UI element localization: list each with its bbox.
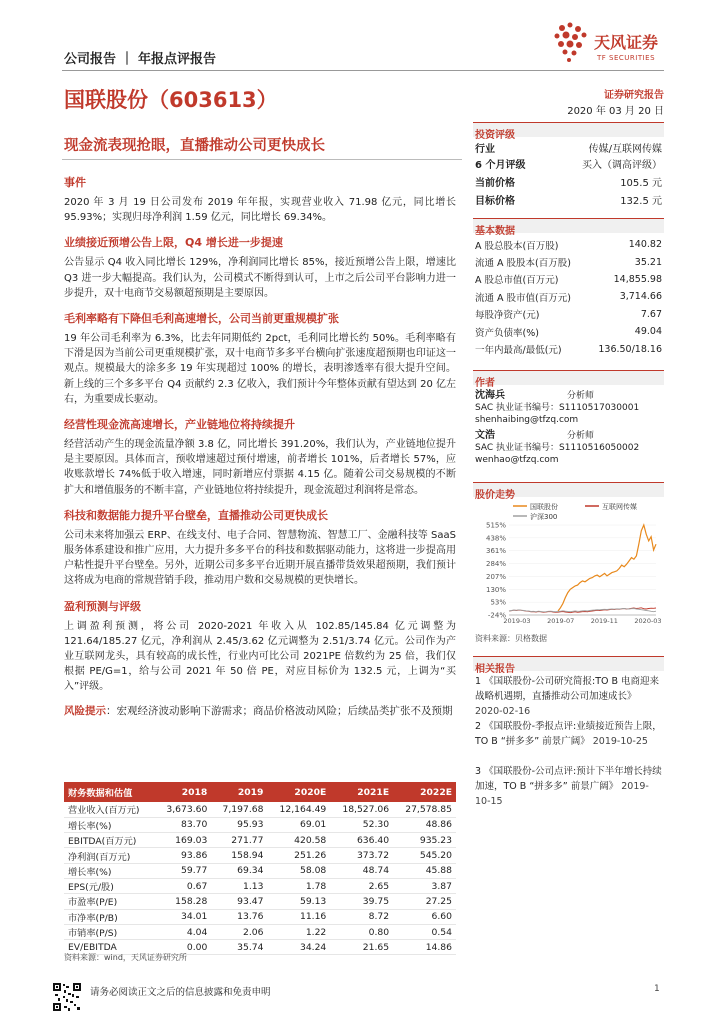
related-report-2[interactable] xyxy=(475,719,664,749)
table-cell: 14.86 xyxy=(393,940,456,955)
logo-text: 天风证券 xyxy=(594,33,659,52)
basic-data-value: 7.67 xyxy=(640,308,662,320)
table-header: 2018 xyxy=(155,782,211,802)
y-tick-label: 207% xyxy=(485,572,506,581)
report-body xyxy=(64,174,456,719)
author-cert: SAC 执业证书编号：S1110517030001 xyxy=(475,403,640,413)
table-cell: 27.25 xyxy=(393,894,456,909)
basic-data-row xyxy=(473,253,664,270)
rating-price xyxy=(475,174,662,189)
table-cell: 59.77 xyxy=(155,863,211,878)
related-date: 2020-02-16 xyxy=(475,706,531,717)
table-cell: 93.86 xyxy=(155,848,211,863)
table-cell: 4.04 xyxy=(155,924,211,939)
basic-data-label: 流通 A 股股本(百万股) xyxy=(475,258,571,270)
table-cell: 21.65 xyxy=(330,940,393,955)
basic-data-row xyxy=(473,340,664,357)
author-email[interactable]: shenhaibing@tfzq.com xyxy=(475,415,579,425)
table-header: 财务数据和估值 xyxy=(64,782,155,802)
table-row xyxy=(64,909,456,924)
rating-6m xyxy=(475,156,662,171)
table-cell: 34.24 xyxy=(267,940,330,955)
target-label: 目标价格 xyxy=(475,196,515,207)
table-cell: 48.86 xyxy=(393,817,456,832)
table-row xyxy=(64,878,456,893)
table-cell: 34.01 xyxy=(155,909,211,924)
table-cell: 251.26 xyxy=(267,848,330,863)
table-row xyxy=(64,833,456,848)
author-2 xyxy=(475,430,639,466)
table-row xyxy=(64,817,456,832)
table-cell: 3.87 xyxy=(393,878,456,893)
report-category: 公司报告 ｜ 年报点评报告 xyxy=(64,52,217,67)
table-cell: 69.34 xyxy=(211,863,267,878)
table-cell: 12,164.49 xyxy=(267,802,330,817)
table-cell: 0.67 xyxy=(155,878,211,893)
basic-data-row xyxy=(473,288,664,305)
table-row xyxy=(64,802,456,817)
y-tick-label: 515% xyxy=(485,521,506,530)
rating-target xyxy=(475,192,662,207)
table-row xyxy=(64,924,456,939)
related-date: 2019-10-25 xyxy=(592,736,648,747)
table-row xyxy=(64,848,456,863)
related-title[interactable]: 3 《国联股份-公司点评:预计下半年增长持续加速，TO B “拼多多” 前景广阔》 xyxy=(475,766,662,792)
table-cell: 2.65 xyxy=(330,878,393,893)
section-performance xyxy=(64,234,456,301)
basic-data-label: 资产负债率(%) xyxy=(475,327,539,339)
table-cell: 8.72 xyxy=(330,909,393,924)
financials-table xyxy=(64,782,456,955)
basic-data-label: 流通 A 股市值(百万元) xyxy=(475,292,571,304)
basic-data-label: 一年内最高/最低(元) xyxy=(475,345,562,357)
author-name: 沈海兵 xyxy=(475,390,505,401)
rating-label: 6 个月评级 xyxy=(475,160,526,171)
table-cell: 373.72 xyxy=(330,848,393,863)
section-heading: 科技和数据能力提升平台壁垒，直播推动公司更快成长 xyxy=(64,508,328,522)
basic-data-value: 35.21 xyxy=(634,256,662,268)
basic-heading-bar xyxy=(473,218,664,237)
price-value: 105.5 元 xyxy=(620,178,662,189)
chart-heading-bar xyxy=(473,482,664,501)
table-cell: 169.03 xyxy=(155,833,211,848)
chart-source: 资料来源：贝格数据 xyxy=(475,634,547,643)
row-label: 营业收入(百万元) xyxy=(64,802,155,817)
y-tick-label: 53% xyxy=(490,598,506,607)
section-event xyxy=(64,174,456,225)
stock-price-chart xyxy=(473,497,664,627)
industry-value: 传媒/互联网传媒 xyxy=(588,144,662,155)
section-text: 公告显示 Q4 收入同比增长 129%，净利润同比增长 85%，接近预增公告上限，增速比 Q3 进一步大幅提高。我们认为，公司模式不断得到认可，上市之后公司平台影响力进一步提升，双十电商节交易额超预期是主要原因。 xyxy=(64,257,456,299)
logo-subtitle: TF SECURITIES xyxy=(597,54,656,62)
header-divider xyxy=(62,70,664,71)
related-date: 2019-10-15 xyxy=(475,781,649,807)
qr-code-icon xyxy=(52,982,82,1012)
price-label: 当前价格 xyxy=(475,178,515,189)
legend-label: 沪深300 xyxy=(530,513,558,521)
basic-data-row xyxy=(473,323,664,340)
row-label: 市销率(P/S) xyxy=(64,924,155,939)
headline: 现金流表现抢眼，直播推动公司更快成长 xyxy=(64,138,325,154)
headline-divider xyxy=(62,159,462,160)
table-cell: 83.70 xyxy=(155,817,211,832)
table-cell: 0.80 xyxy=(330,924,393,939)
basic-data-row xyxy=(473,306,664,323)
x-tick-label: 2020-03 xyxy=(634,617,662,625)
table-header-row xyxy=(64,782,456,802)
legend-label: 国联股份 xyxy=(530,503,558,511)
table-cell: 45.88 xyxy=(393,863,456,878)
authors-heading-bar xyxy=(473,370,664,389)
report-type: 证券研究报告 xyxy=(604,90,664,101)
row-label: 增长率(%) xyxy=(64,817,155,832)
table-cell: 1.22 xyxy=(267,924,330,939)
risk-warning xyxy=(64,704,456,720)
table-row xyxy=(64,894,456,909)
industry-label: 行业 xyxy=(475,144,495,155)
y-tick-label: 284% xyxy=(485,560,506,569)
report-date: 2020 年 03 月 20 日 xyxy=(567,106,664,117)
page-number: 1 xyxy=(654,984,660,994)
table-header: 2020E xyxy=(267,782,330,802)
basic-data-label: A 股总股本(百万股) xyxy=(475,240,559,252)
table-cell: 59.13 xyxy=(267,894,330,909)
section-heading: 经营性现金流高速增长，产业链地位将持续提升 xyxy=(64,418,295,432)
authors-heading: 作者 xyxy=(475,378,495,389)
section-margin xyxy=(64,310,456,407)
basic-data-value: 14,855.98 xyxy=(613,273,662,285)
section-heading: 毛利率略有下降但毛利高速增长，公司当前更重规模扩张 xyxy=(64,312,339,326)
row-label: 市盈率(P/E) xyxy=(64,894,155,909)
related-report-3[interactable] xyxy=(475,764,664,809)
table-cell: 271.77 xyxy=(211,833,267,848)
author-role: 分析师 xyxy=(567,391,595,401)
author-role: 分析师 xyxy=(567,431,595,441)
y-tick-label: -24% xyxy=(487,611,506,620)
disclaimer: 请务必阅读正文之后的信息披露和免责申明 xyxy=(90,987,271,998)
table-cell: 93.47 xyxy=(211,894,267,909)
table-cell: 52.30 xyxy=(330,817,393,832)
section-cashflow xyxy=(64,416,456,498)
section-text: 上调盈利预测，将公司 2020-2021 年收入从 102.85/145.84 亿元调整为 121.64/185.27 亿元，净利润从 2.45/3.62 亿元调整为 2.51/3.74 亿元。公司作为产业互联网龙头，具有较高的成长性，行业内可比公司 2021PE 倍数约为 25 倍，我们仅根据 PE/G=1，给与公司 2021 年 50 倍 PE，对应目标价为 132.5 元，上调为“买入”评级。 xyxy=(64,620,456,693)
related-report-1[interactable] xyxy=(475,674,664,719)
author-1 xyxy=(475,390,639,426)
section-technology xyxy=(64,507,456,589)
section-text: 公司未来将加强云 ERP、在线支付、电子合同、智慧物流、智慧工厂、金融科技等 SaaS 服务体系建设和推广应用，大力提升多多平台的科技和数据驱动能力，这将进一步提高用户粘性提升平台壁垒。另外，近期公司多多平台近期开展直播带货效果超预期，我们预计这将成为电商的常规营销手段，推动用户数和交易规模的更快增长。 xyxy=(64,529,456,587)
related-title[interactable]: 1 《国联股份-公司研究简报:TO B 电商迎来战略机遇期，直播推动公司加速成长》 xyxy=(475,676,660,702)
section-text: 2020 年 3 月 19 日公司发布 2019 年年报，实现营业收入 71.98 亿元，同比增长 95.93%；实现归母净利润 1.59 亿元，同比增长 69.34%。 xyxy=(64,197,456,224)
basic-data-label: A 股总市值(百万元) xyxy=(475,275,559,287)
section-heading: 事件 xyxy=(64,176,86,189)
table-cell: 95.93 xyxy=(211,817,267,832)
table-cell: 35.74 xyxy=(211,940,267,955)
rating-heading-bar xyxy=(473,122,664,141)
table-cell: 27,578.85 xyxy=(393,802,456,817)
table-cell: 2.06 xyxy=(211,924,267,939)
chart-title: 股价走势 xyxy=(475,490,515,501)
author-cert: SAC 执业证书编号：S1110516050002 xyxy=(475,443,640,453)
basic-data-label: 每股净资产(元) xyxy=(475,310,540,322)
rating-heading: 投资评级 xyxy=(475,130,515,141)
table-cell: 935.23 xyxy=(393,833,456,848)
row-label: 增长率(%) xyxy=(64,863,155,878)
table-cell: 1.78 xyxy=(267,878,330,893)
basic-data-value: 3,714.66 xyxy=(619,291,662,303)
basic-heading: 基本数据 xyxy=(475,226,515,237)
table-cell: 636.40 xyxy=(330,833,393,848)
table-cell: 58.08 xyxy=(267,863,330,878)
basic-data-row xyxy=(473,271,664,288)
risk-text: ：宏观经济波动影响下游需求；商品价格波动风险；后续品类扩张不及预期 xyxy=(106,704,453,717)
table-cell: 7,197.68 xyxy=(211,802,267,817)
legend-label: 互联网传媒 xyxy=(602,503,637,511)
table-cell: 48.74 xyxy=(330,863,393,878)
y-tick-label: 438% xyxy=(485,534,506,543)
y-tick-label: 361% xyxy=(485,547,506,556)
table-cell: 39.75 xyxy=(330,894,393,909)
basic-data-value: 140.82 xyxy=(628,239,662,251)
table-cell: 11.16 xyxy=(267,909,330,924)
table-cell: 545.20 xyxy=(393,848,456,863)
row-label: EBITDA(百万元) xyxy=(64,833,155,848)
basic-data-table xyxy=(473,236,664,358)
row-label: EPS(元/股) xyxy=(64,878,155,893)
basic-data-value: 136.50/18.16 xyxy=(598,343,662,355)
table-row xyxy=(64,863,456,878)
target-value: 132.5 元 xyxy=(620,196,662,207)
x-tick-label: 2019-03 xyxy=(503,617,531,625)
table-cell: 0.54 xyxy=(393,924,456,939)
section-text: 19 年公司毛利率为 6.3%，比去年同期低约 2pct，毛利同比增长约 50%。毛利率略有下滑是因为当前公司更重规模扩张，双十电商节多多平台横向扩张速度超预期也印证这一观点。规模最大的涂多多 19 年实现超过 100% 的增长，表明渗透率有很大提升空间。新上线的三个多多平台 Q4 贡献约 2.3 亿收入，我们预计今年整体贡献有望达到 20 亿左右，为重要成长驱动。 xyxy=(64,333,456,405)
table-cell: 420.58 xyxy=(267,833,330,848)
table-cell: 13.76 xyxy=(211,909,267,924)
table-cell: 6.60 xyxy=(393,909,456,924)
author-email[interactable]: wenhao@tfzq.com xyxy=(475,455,559,465)
related-title[interactable]: 2 《国联股份-季报点评:业绩接近预告上限，TO B “拼多多” 前景广阔》 xyxy=(475,721,662,747)
section-forecast xyxy=(64,598,456,695)
row-label: 市净率(P/B) xyxy=(64,909,155,924)
section-heading: 业绩接近预增公告上限，Q4 增长进一步提速 xyxy=(64,236,283,250)
table-cell: 0.00 xyxy=(155,940,211,955)
table-cell: 18,527.06 xyxy=(330,802,393,817)
table-cell: 69.01 xyxy=(267,817,330,832)
row-label: 净利润(百万元) xyxy=(64,848,155,863)
table-cell: 158.94 xyxy=(211,848,267,863)
table-cell: 3,673.60 xyxy=(155,802,211,817)
y-tick-label: 130% xyxy=(485,585,506,594)
section-heading: 盈利预测与评级 xyxy=(64,599,141,613)
row-label: EV/EBITDA xyxy=(64,940,155,955)
author-name: 文浩 xyxy=(475,430,495,441)
basic-data-value: 49.04 xyxy=(634,326,662,338)
table-header: 2022E xyxy=(393,782,456,802)
rating-industry xyxy=(475,140,662,155)
basic-data-row xyxy=(473,236,664,253)
risk-label: 风险提示 xyxy=(64,704,106,717)
related-heading: 相关报告 xyxy=(475,664,515,675)
x-tick-label: 2019-11 xyxy=(590,617,618,625)
table-header: 2019 xyxy=(211,782,267,802)
rating-value: 买入（调高评级） xyxy=(582,160,662,171)
section-text: 经营活动产生的现金流量净额 3.8 亿，同比增长 391.20%，我们认为，产业链地位提升是主要原因。具体而言，预收增速超过预付增速，前者增长 101%，后者增长 57%，应收账款增长 74%低于收入增速，同时新增应付票据 4.15 亿。随着公司交易规模的不断扩大和增值服务的不断丰富，产业链地位将持续提升，现金流超过利润将是常态。 xyxy=(64,439,456,496)
related-heading-bar xyxy=(473,656,664,675)
stock-title: 国联股份（603613） xyxy=(64,88,278,112)
table-cell: 158.28 xyxy=(155,894,211,909)
x-tick-label: 2019-07 xyxy=(547,617,575,625)
table-cell: 1.13 xyxy=(211,878,267,893)
table-header: 2021E xyxy=(330,782,393,802)
table-source: 资料来源：wind，天风证券研究所 xyxy=(64,953,187,962)
